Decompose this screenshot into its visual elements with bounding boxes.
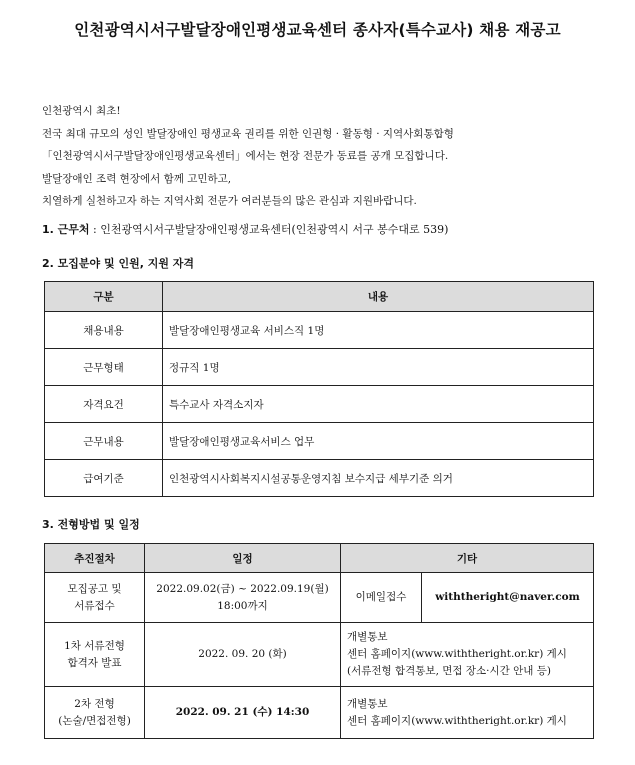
table-row — [45, 573, 594, 623]
table-row — [45, 423, 594, 460]
row-label: 근무내용 — [45, 423, 163, 460]
intro-line: 발달장애인 조력 현장에서 함께 고민하고, — [42, 172, 232, 185]
row-label: 근무형태 — [45, 349, 163, 386]
row-value: 발달장애인평생교육 서비스직 1명 — [163, 312, 594, 349]
note-cell — [341, 623, 594, 687]
row-value: 인천광역시사회복지시설공통운영지침 보수지급 세부기준 의거 — [163, 460, 594, 497]
row-value: 발달장애인평생교육서비스 업무 — [163, 423, 594, 460]
step-cell — [45, 623, 145, 687]
intro-line: 치열하게 실천하고자 하는 지역사회 전문가 여러분들의 많은 관심과 지원바랍니다. — [42, 195, 417, 207]
section-3-heading — [42, 516, 140, 532]
table-header-row — [45, 544, 594, 573]
intro-line: 인천광역시 최초! — [42, 105, 121, 117]
step-cell — [45, 573, 145, 623]
table-row — [45, 312, 594, 349]
note-line: 개별통보 — [347, 631, 388, 643]
step-line: 서류접수 — [74, 599, 115, 612]
date-line: 18:00까지 — [217, 599, 268, 612]
row-value: 특수교사 자격소지자 — [163, 386, 594, 423]
intro-line: 전국 최대 규모의 성인 발달장애인 평생교육 권리를 위한 인권형 · 활동형 · 지역사회통합형 — [42, 127, 454, 140]
table-row — [45, 460, 594, 497]
method-cell: 이메일접수 — [341, 573, 422, 623]
schedule-table — [44, 543, 594, 739]
email-address: withtheright@naver.com — [422, 573, 594, 623]
note-line: 센터 홈페이지(www.withtheright.or.kr) 게시 — [347, 648, 567, 660]
recruitment-table — [44, 281, 594, 497]
table-row — [45, 349, 594, 386]
step-line: 모집공고 및 — [67, 582, 122, 595]
header-content: 내용 — [163, 282, 594, 312]
row-label: 채용내용 — [45, 312, 163, 349]
header-notes: 기타 — [341, 544, 594, 573]
intro-paragraph — [42, 100, 622, 213]
note-cell — [341, 687, 594, 739]
step-line: 합격자 발표 — [67, 656, 122, 669]
date-cell — [145, 573, 341, 623]
section-2-heading — [42, 255, 194, 271]
step-line: 1차 서류전형 — [64, 639, 125, 652]
intro-line: 「인천광역시서구발달장애인평생교육센터」에서는 현장 전문가 동료를 공개 모집합니다. — [42, 150, 449, 162]
date-line: 2022.09.02(금) ~ 2022.09.19(월) — [156, 582, 329, 595]
note-line: 개별통보 — [347, 697, 388, 710]
date-cell: 2022. 09. 20 (화) — [145, 623, 341, 687]
header-schedule: 일정 — [145, 544, 341, 573]
section-3-heading-text: 3. 전형방법 및 일정 — [42, 518, 140, 531]
header-category: 구분 — [45, 282, 163, 312]
table-row — [45, 623, 594, 687]
table-row — [45, 687, 594, 739]
note-line: 센터 홈페이지(www.withtheright.or.kr) 게시 — [347, 714, 567, 727]
section-1-text: : 인천광역시서구발달장애인평생교육센터(인천광역시 서구 봉수대로 539) — [89, 223, 449, 236]
row-label: 급여기준 — [45, 460, 163, 497]
note-line: (서류전형 합격통보, 면접 장소·시간 안내 등) — [347, 665, 551, 677]
step-line: 2차 전형 — [74, 697, 115, 710]
section-2-heading-text: 2. 모집분야 및 인원, 지원 자격 — [42, 257, 195, 270]
section-1-heading: 1. 근무처 — [42, 223, 90, 236]
table-header-row — [45, 282, 594, 312]
section-1-workplace — [42, 221, 448, 237]
step-cell — [45, 687, 145, 739]
row-value: 정규직 1명 — [163, 349, 594, 386]
step-line: (논술/면접전형) — [58, 714, 131, 727]
date-cell: 2022. 09. 21 (수) 14:30 — [145, 687, 341, 739]
header-procedure: 추진절차 — [45, 544, 145, 573]
row-label: 자격요건 — [45, 386, 163, 423]
table-row — [45, 386, 594, 423]
page-title: 인천광역시서구발달장애인평생교육센터 종사자(특수교사) 채용 재공고 — [74, 21, 561, 39]
